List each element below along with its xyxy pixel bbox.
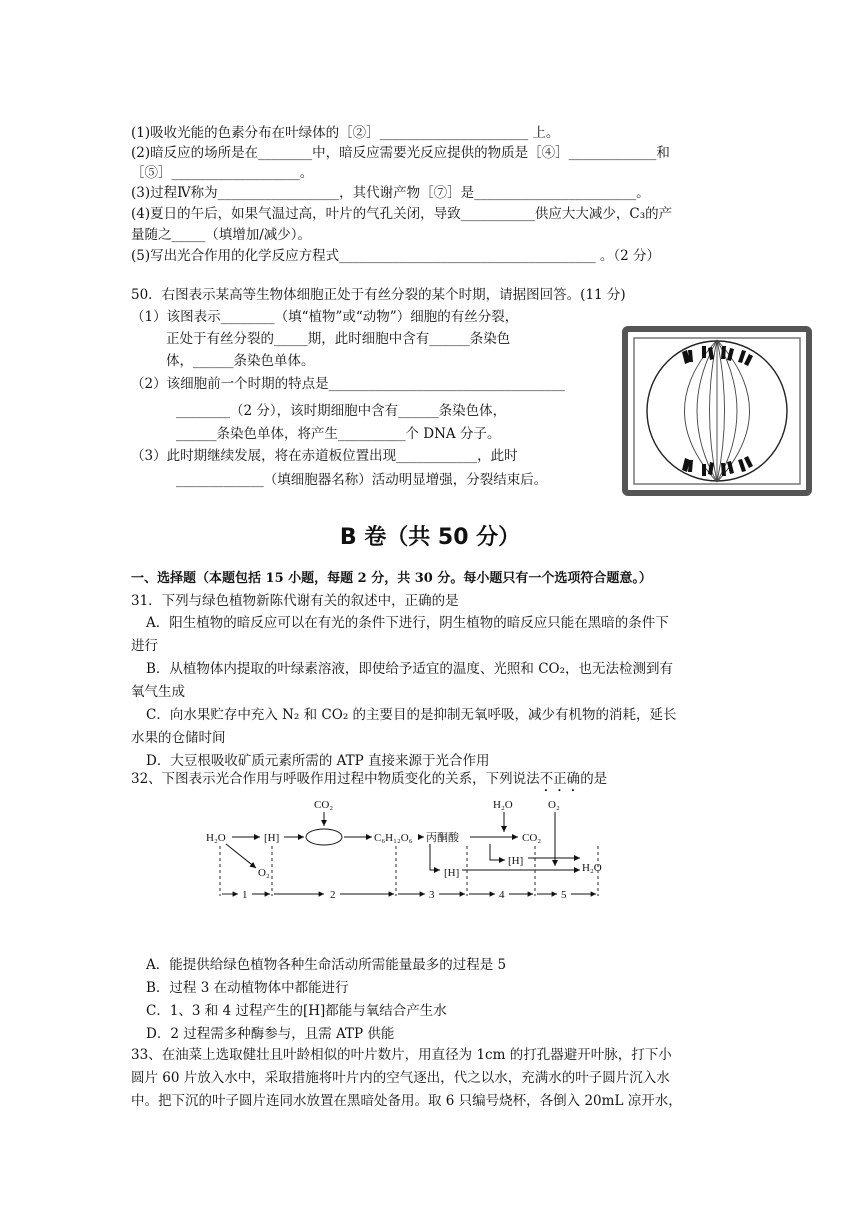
stage-label-1: 1 <box>242 889 248 901</box>
section-one-heading: 一、选择题（本题包括 15 小题，每题 2 分，共 30 分。每小题只有一个选项符合题意。） <box>131 571 652 586</box>
q32-stem-emphasis: 不正确 <box>539 771 581 787</box>
label-co2-right: CO₂ <box>522 832 542 844</box>
label-h-2: [H] <box>508 855 524 867</box>
label-h2o-left: H₂O <box>206 832 226 844</box>
q32-option-d: D．2 过程需多种酶参与，且需 ATP 供能 <box>146 1026 395 1042</box>
label-pyruvate: 丙酮酸 <box>426 832 459 844</box>
label-h2o-top: H₂O <box>493 799 513 811</box>
question-4-line-cont: 量随之_____（填增加/减少）。 <box>131 227 312 243</box>
q31-option-c-cont: 水果的仓储时间 <box>131 730 226 746</box>
q50-stem: 50．右图表示某高等生物体细胞正处于有丝分裂的某个时期，请据图回答。(11 分) <box>131 287 626 303</box>
q50-part1-cont2: 体，______条染色单体。 <box>166 353 315 369</box>
question-2-line: (2)暗反应的场所是在________中，暗反应需要光反应提供的物质是［④］_____________和 <box>131 145 670 161</box>
label-h-3: [H] <box>444 867 460 879</box>
q50-part2: （2）该细胞前一个时期的特点是___________________________________ <box>131 376 565 392</box>
q33-line-3: 中。把下沉的叶子圆片连同水放置在黑暗处备用。取 6 只编号烧杯，各倒入 20mL 凉开水， <box>131 1093 682 1109</box>
question-5-line: (5)写出光合作用的化学反应方程式______________________________________ 。（2 分） <box>131 248 661 264</box>
q33-line-1: 33、在油菜上选取健壮且叶龄相似的叶片数片，用直径为 1cm 的打孔器避开叶脉，打下小 <box>131 1047 672 1063</box>
stage-label-2: 2 <box>330 889 336 901</box>
question-2-line-cont: ［⑤］___________________。 <box>131 165 314 181</box>
q31-option-a: A．阳生植物的暗反应可以在有光的条件下进行，阴生植物的暗反应只能在黑暗的条件下 <box>146 615 669 631</box>
q50-part3-cont: _____________（填细胞器名称）活动明显增强，分裂结束后。 <box>176 472 548 488</box>
q31-option-a-cont: 进行 <box>131 638 158 654</box>
question-1-line: (1)吸收光能的色素分布在叶绿体的［②］______________________ 上。 <box>131 125 560 141</box>
q32-option-c: C．1、3 和 4 过程产生的[H]都能与氧结合产生水 <box>146 1003 447 1019</box>
q50-part3: （3）此时期继续发展，将在赤道板位置出现____________，此时 <box>131 448 518 464</box>
q50-part1-cont: 正处于有丝分裂的_____期，此时细胞中含有______条染色 <box>166 331 511 347</box>
q32-option-b: B．过程 3 在动植物体中都能进行 <box>146 980 349 996</box>
label-h-1: [H] <box>264 832 280 844</box>
q32-stem-a: 32、下图表示光合作用与呼吸作用过程中物质变化的关系，下列说法 <box>131 771 540 787</box>
label-h2o-right: H₂O <box>582 862 602 874</box>
label-glucose: C₆H₁₂O₆ <box>374 832 413 844</box>
section-b-title: B 卷（共 50 分） <box>339 525 521 550</box>
q32-option-a: A．能提供给绿色植物各种生命活动所需能量最多的过程是 5 <box>146 957 507 973</box>
stage-label-3: 3 <box>429 889 435 901</box>
label-o2-top: O₂ <box>548 799 560 811</box>
q50-part2-cont2: ______条染色单体，将产生__________个 DNA 分子。 <box>176 426 501 442</box>
q31-option-b-cont: 氧气生成 <box>131 684 185 700</box>
q33-line-2: 圆片 60 片放入水中，采取措施将叶片内的空气逐出，代之以水，充满水的叶子圆片沉入水 <box>131 1070 670 1086</box>
label-o2-left: O₂ <box>258 867 270 879</box>
q31-option-d: D．大豆根吸收矿质元素所需的 ATP 直接来源于光合作用 <box>146 753 490 769</box>
question-4-line: (4)夏日的午后，如果气温过高，叶片的气孔关闭，导致___________供应大大减少，C₃的产 <box>131 206 673 222</box>
question-3-line: (3)过程Ⅳ称为__________________，其代谢产物［⑦］是________________________。 <box>131 185 650 201</box>
label-co2-top: CO₂ <box>314 799 334 811</box>
stage-label-5: 5 <box>561 889 567 901</box>
mitosis-cell-figure <box>622 326 812 496</box>
stage-label-4: 4 <box>499 889 505 901</box>
q50-part1: （1）该图表示________（填“植物”或“动物”）细胞的有丝分裂， <box>131 309 519 325</box>
q31-option-b: B．从植物体内提取的叶绿素溶液，即使给予适宜的温度、光照和 CO₂，也无法检测到有 <box>146 661 674 677</box>
q32-stem <box>131 770 607 795</box>
q50-part2-cont: ________（2 分），该时期细胞中含有______条染色体， <box>176 403 507 419</box>
q32-stem-c: 的是 <box>580 771 608 787</box>
q31-stem: 31．下列与绿色植物新陈代谢有关的叙述中，正确的是 <box>131 593 459 609</box>
metabolism-diagram <box>200 796 620 906</box>
q31-option-c: C．向水果贮存中充入 N₂ 和 CO₂ 的主要目的是抑制无氧呼吸，减少有机物的消耗，延长 <box>146 707 677 723</box>
